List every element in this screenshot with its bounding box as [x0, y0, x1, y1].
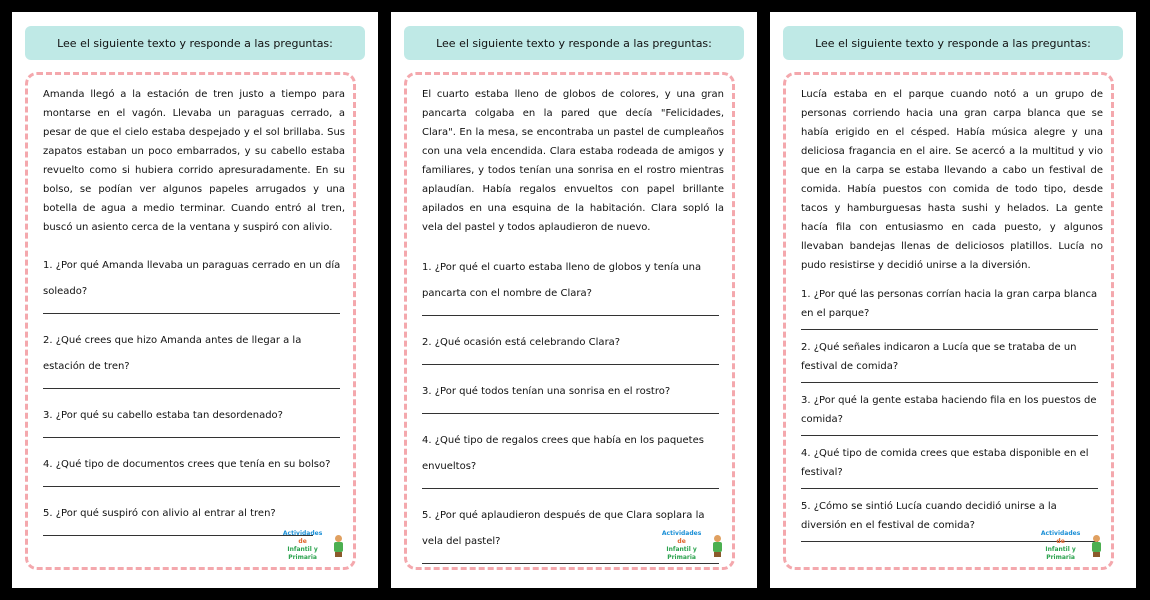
question-4: 4. ¿Qué tipo de regalos crees que había en los paquetes envueltos? — [422, 435, 704, 472]
logo-line-3: Infantil y Primaria — [1045, 546, 1076, 561]
question-3: 3. ¿Por qué su cabello estaba tan desordenado? — [43, 410, 283, 421]
question-1: 1. ¿Por qué Amanda llevaba un paraguas cerrado en un día soleado? — [43, 260, 341, 297]
answer-line[interactable] — [422, 364, 719, 365]
answer-line[interactable] — [422, 315, 719, 316]
story-text: El cuarto estaba lleno de globos de colores, y una gran pancarta colgaba en la pared que decía "Felicidades, Clara". En la mesa, se encontraba un pastel de cumpleaños con una vela encendida. Clara estaba rodeada de amigos y familiares, y todos tenían una sonrisa en el rostro mientras aplaudían. Había regalos envueltos con papel brillante apilados en una esquina de la habitación. Clara sopló la vela del pastel y todos aplaudieron de nuevo. — [422, 89, 724, 233]
brand-logo — [1033, 531, 1101, 561]
question-3: 3. ¿Por qué todos tenían una sonrisa en el rostro? — [422, 386, 671, 397]
child-figure-icon — [711, 535, 722, 557]
answer-line[interactable] — [801, 329, 1098, 330]
answer-line[interactable] — [43, 437, 340, 438]
question-1: 1. ¿Por qué las personas corrían hacia la gran carpa blanca en el parque? — [801, 289, 1098, 319]
question-4: 4. ¿Qué tipo de documentos crees que tenía en su bolso? — [43, 459, 331, 470]
answer-line[interactable] — [422, 413, 719, 414]
answer-line[interactable] — [422, 563, 719, 564]
instruction-header: Lee el siguiente texto y responde a las preguntas: — [783, 26, 1123, 60]
question-2: 2. ¿Qué señales indicaron a Lucía que se trataba de un festival de comida? — [801, 342, 1077, 372]
child-figure-icon — [332, 535, 343, 557]
reading-box — [25, 72, 356, 570]
answer-line[interactable] — [43, 486, 340, 487]
logo-line-3: Infantil y Primaria — [287, 546, 318, 561]
question-5: 5. ¿Por qué aplaudieron después de que Clara soplara la vela del pastel? — [422, 510, 705, 547]
answer-line[interactable] — [43, 313, 340, 314]
question-2: 2. ¿Qué crees que hizo Amanda antes de llegar a la estación de tren? — [43, 335, 302, 372]
logo-line-2: de — [298, 538, 307, 545]
logo-line-1: Actividades — [282, 530, 323, 537]
logo-line-3: Infantil y Primaria — [666, 546, 697, 561]
question-4: 4. ¿Qué tipo de comida crees que estaba disponible en el festival? — [801, 448, 1089, 478]
reading-box — [404, 72, 735, 570]
logo-line-1: Actividades — [661, 530, 702, 537]
logo-line-2: de — [1056, 538, 1065, 545]
reading-box — [783, 72, 1114, 570]
answer-line[interactable] — [43, 535, 313, 536]
logo-line-2: de — [677, 538, 686, 545]
answer-line[interactable] — [801, 435, 1098, 436]
instruction-header: Lee el siguiente texto y responde a las preguntas: — [25, 26, 365, 60]
answer-line[interactable] — [422, 488, 719, 489]
child-figure-icon — [1090, 535, 1101, 557]
answer-line[interactable] — [801, 382, 1098, 383]
story-text: Amanda llegó a la estación de tren justo a tiempo para montarse en el vagón. Llevaba un paraguas cerrado, a pesar de que el cielo estaba despejado y el sol brillaba. Sus zapatos estaban un poco embarrados, y su cabello estaba revuelto como si hubiera corrido apresuradamente. En su bolso, se podían ver algunos papeles arrugados y una botella de agua a medio terminar. Cuando entró al tren, buscó un asiento cerca de la ventana y suspiró con alivio. — [43, 89, 345, 233]
story-text: Lucía estaba en el parque cuando notó a un grupo de personas corriendo hacia una gran carpa blanca que se había erigido en el césped. Había música alegre y una deliciosa fragancia en el aire. Se acercó a la multitud y vio que en la carpa se estaba llevando a cabo un festival de comida. Había puestos con comida de todo tipo, desde tacos y hamburguesas hasta sushi y helados. La gente hacía fila con entusiasmo en cada puesto, y algunos llevaban bandejas llenas de deliciosos platillos. Lucía no pudo resistirse y decidió unirse a la diversión. — [801, 89, 1103, 271]
question-5: 5. ¿Por qué suspiró con alivio al entrar al tren? — [43, 508, 276, 519]
question-2: 2. ¿Qué ocasión está celebrando Clara? — [422, 337, 621, 348]
answer-line[interactable] — [801, 488, 1098, 489]
instruction-header: Lee el siguiente texto y responde a las preguntas: — [404, 26, 744, 60]
worksheet-page-1 — [12, 12, 378, 588]
question-1: 1. ¿Por qué el cuarto estaba lleno de globos y tenía una pancarta con el nombre de Clara? — [422, 262, 702, 299]
brand-logo — [654, 531, 722, 561]
worksheet-page-3 — [770, 12, 1136, 588]
question-3: 3. ¿Por qué la gente estaba haciendo fila en los puestos de comida? — [801, 395, 1097, 425]
question-5: 5. ¿Cómo se sintió Lucía cuando decidió unirse a la diversión en el festival de comida? — [801, 501, 1057, 531]
logo-line-1: Actividades — [1040, 530, 1081, 537]
worksheet-page-2 — [391, 12, 757, 588]
answer-line[interactable] — [43, 388, 340, 389]
brand-logo — [275, 531, 343, 561]
